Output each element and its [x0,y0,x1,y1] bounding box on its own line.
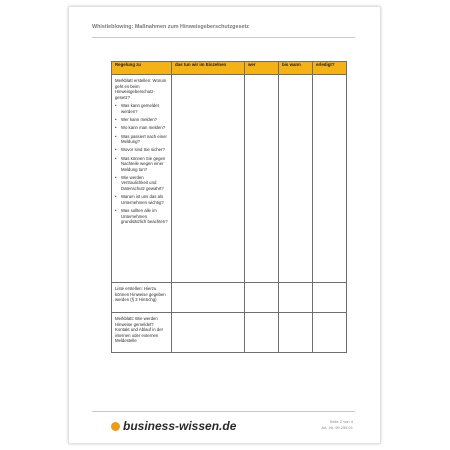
owner-cell[interactable] [245,313,279,353]
question-item: • Wer kann melden? [115,117,169,123]
done-cell[interactable] [313,75,347,283]
done-cell[interactable] [313,313,347,353]
rule-text: Liste erstellen: Hierzu können Hinweise gegeben werden (§ 2 HinSchg) [115,286,166,303]
column-header-wer: wer [245,62,279,75]
brand-dot-icon [111,422,120,431]
measure-cell[interactable] [172,283,245,313]
rule-text: Merkblatt erstellen: Worum geht es beim Hinweisgeberschutz-gesetz? [115,78,167,100]
question-item: • Was kann gemeldet werden? [115,103,169,114]
table-row [112,75,347,283]
column-header-einzelnen: das tun wir im Einzelnen [172,62,245,75]
question-item: • Was sollten alle im Unternehmen grundsätzlich beachten? [115,208,169,225]
footer-divider [92,411,355,412]
page-number: Seite 2 von 4 [329,419,353,424]
question-item: • Warum ist uns das als Unternehmen wichtig? [115,194,169,205]
document-title: Whistleblowing: Maßnahmen zum Hinweisgeberschutzgesetz [92,24,249,30]
rule-cell [112,283,172,313]
question-list [115,103,169,224]
page-info [321,419,353,431]
column-header-erledigt: erledigt? [313,62,347,75]
measures-table [111,61,347,353]
owner-cell[interactable] [245,75,279,283]
document-page [69,7,380,443]
question-item: • Was können Sie gegen Nachteile wegen einer Meldung tun? [115,156,169,173]
question-item: • Wie werden Vertraulichkeit und Datenschutz gewahrt? [115,175,169,192]
column-header-regelung: Regelung zu [112,62,172,75]
question-item: • Was passiert nach einer Meldung? [115,134,169,145]
table-header-row [112,62,347,75]
deadline-cell[interactable] [279,313,313,353]
deadline-cell[interactable] [279,283,313,313]
column-header-bis-wann: bis wann [279,62,313,75]
brand-logo [111,418,236,434]
owner-cell[interactable] [245,283,279,313]
rule-text: Merkblatt: Wie werden Hinweise gemeldet? Kontakt und Ablauf in der internen oder externen Meldestelle [115,316,164,344]
question-item: • Wovor sind Sie sicher? [115,147,169,153]
rule-cell [112,75,172,283]
question-item: • Wo kann man melden? [115,125,169,131]
header-divider [92,37,355,38]
article-number: Art.-Nr. 99.255.01 [321,425,353,430]
done-cell[interactable] [313,283,347,313]
rule-cell [112,313,172,353]
deadline-cell[interactable] [279,75,313,283]
table-row [112,313,347,353]
measure-cell[interactable] [172,75,245,283]
measure-cell[interactable] [172,313,245,353]
brand-name: business-wissen.de [123,419,237,433]
table-row [112,283,347,313]
